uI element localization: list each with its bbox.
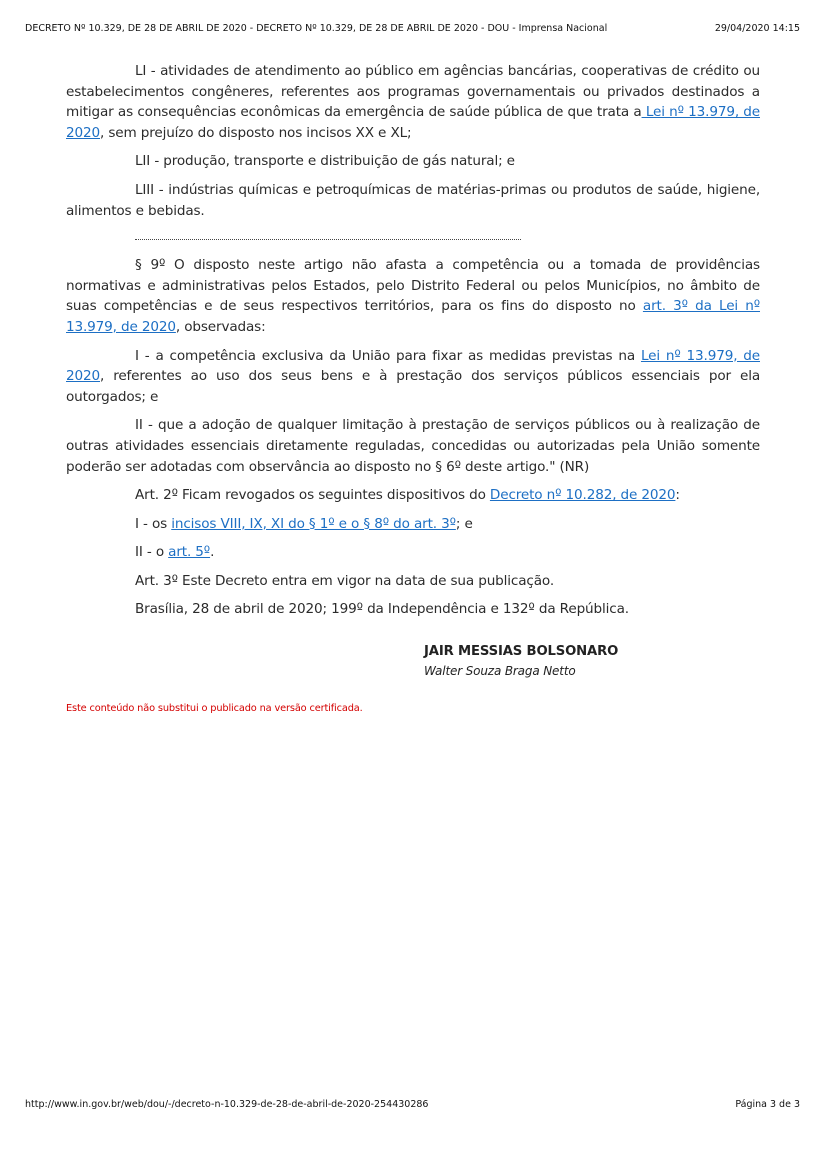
footer-url: http://www.in.gov.br/web/dou/-/decreto-n-10.329-de-28-de-abril-de-2020-254430286 bbox=[25, 1099, 429, 1110]
paragraph-art-2: Art. 2º Ficam revogados os seguintes dispositivos do Decreto nº 10.282, de 2020: bbox=[135, 487, 680, 504]
print-header bbox=[25, 23, 800, 34]
link-incisos-art-3[interactable]: incisos VIII, IX, XI do § 1º e o § 8º do art. 3º bbox=[171, 515, 456, 532]
paragraph-item-ii: II - que a adoção de qualquer limitação à prestação de serviços públicos ou à realização de outras atividades essenciais diretamente reguladas, concedidas ou autorizadas pela União somente poderão ser adotadas com observância ao disposto no § 6º deste artigo." (NR) bbox=[66, 417, 760, 475]
paragraph-inciso-li: LI - atividades de atendimento ao público em agências bancárias, cooperativas de crédito ou estabelecimentos congêneres, referentes aos programas governamentais ou privados destinados a mitigar as consequências econômicas da emergência de saúde pública de que trata a Lei nº 13.979, de 2020, sem prejuízo do disposto nos incisos XX e XL; bbox=[66, 63, 760, 141]
paragraph-art-3: Art. 3º Este Decreto entra em vigor na data de sua publicação. bbox=[135, 572, 555, 589]
link-lei-13979-2[interactable]: Lei nº 13.979, de 2020 bbox=[66, 347, 760, 385]
paragraph-inciso-lii: LII - produção, transporte e distribuição de gás natural; e bbox=[135, 153, 515, 170]
paragraph-section-9: § 9º O disposto neste artigo não afasta a competência ou a tomada de providências normativas e administrativas pelos Estados, pelo Distrito Federal ou pelos Municípios, no âmbito de suas competências e de seus respectivos territórios, para os fins do disposto no art. 3º da Lei nº 13.979, de 2020, observadas: bbox=[66, 257, 760, 335]
decree-body bbox=[66, 61, 760, 720]
link-art-3-lei-13979[interactable]: art. 3º da Lei nº 13.979, de 2020 bbox=[66, 298, 760, 335]
page-number: Página 3 de 3 bbox=[735, 1099, 800, 1110]
paragraph-revoked-i: I - os incisos VIII, IX, XI do § 1º e o § 8º do art. 3º; e bbox=[135, 515, 473, 532]
link-art-5[interactable]: art. 5º bbox=[168, 544, 211, 561]
minister-name: Walter Souza Braga Netto bbox=[424, 664, 576, 679]
paragraph-item-i: I - a competência exclusiva da União para fixar as medidas previstas na Lei nº 13.979, de 2020, referentes ao uso dos seus bens e à prestação dos serviços públicos essenciais por ela outorgados; e bbox=[66, 347, 760, 405]
paragraph-inciso-liii: LIII - indústrias químicas e petroquímicas de matérias-primas ou produtos de saúde, higiene, alimentos e bebidas. bbox=[66, 181, 760, 219]
header-datetime: 29/04/2020 14:15 bbox=[714, 23, 800, 34]
paragraph-date-place: Brasília, 28 de abril de 2020; 199º da Independência e 132º da República. bbox=[135, 601, 629, 618]
dotted-separator bbox=[135, 239, 521, 241]
paragraph-revoked-ii: II - o art. 5º. bbox=[135, 544, 215, 561]
link-decreto-10282[interactable]: Decreto nº 10.282, de 2020 bbox=[489, 487, 676, 504]
link-lei-13979[interactable]: Lei nº 13.979, de 2020 bbox=[66, 104, 760, 141]
signatory-name: JAIR MESSIAS BOLSONARO bbox=[424, 644, 619, 660]
header-title: DECRETO Nº 10.329, DE 28 DE ABRIL DE 2020 - DECRETO Nº 10.329, DE 28 DE ABRIL DE 2020 - DOU - Imprensa Nacional bbox=[25, 23, 608, 34]
print-footer bbox=[25, 1099, 800, 1110]
signature-block bbox=[424, 642, 760, 680]
disclaimer-text: Este conteúdo não substitui o publicado na versão certificada. bbox=[66, 703, 363, 715]
